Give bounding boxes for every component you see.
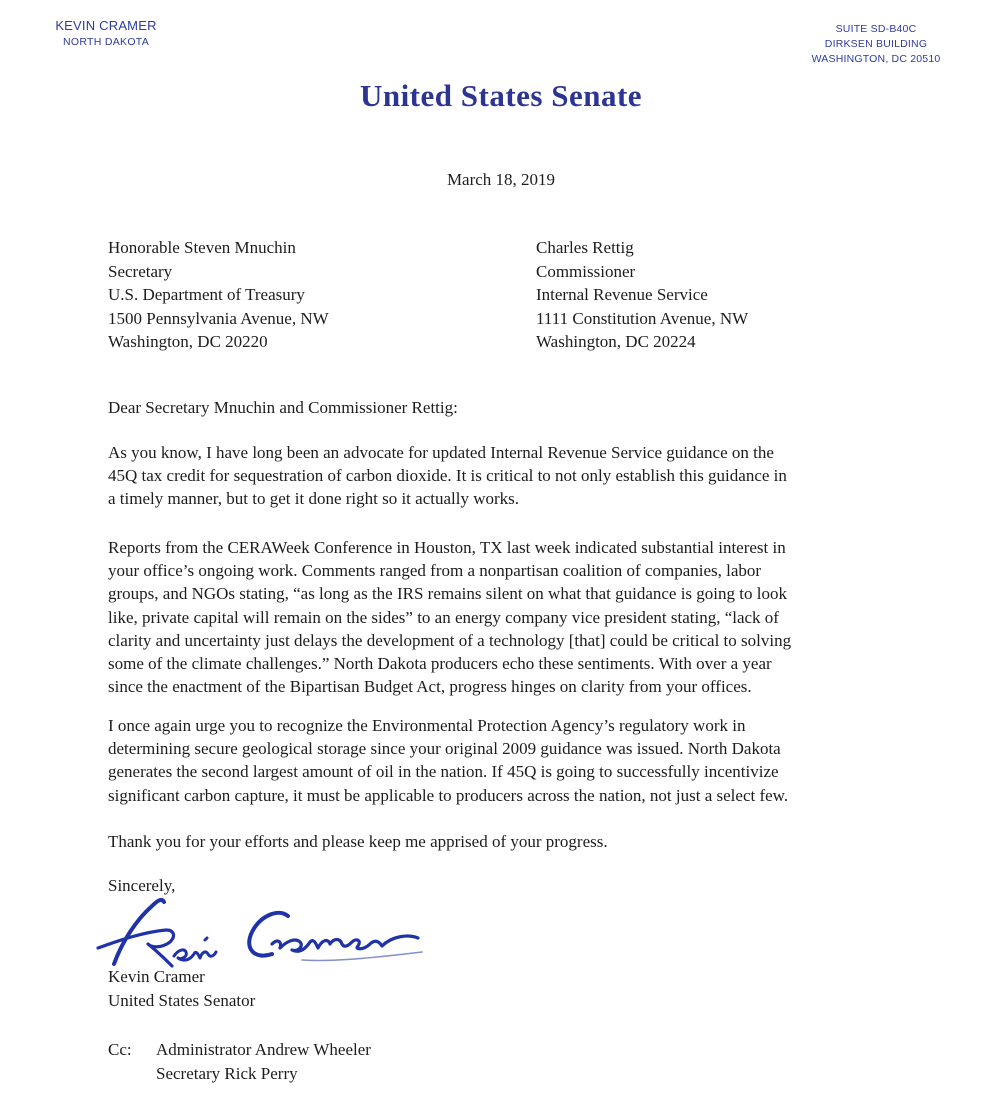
- cc-row: [108, 1038, 371, 1062]
- paragraph-line: significant carbon capture, it must be applicable to producers across the nation, not just a select few.: [108, 785, 789, 805]
- cc-recipient: Secretary Rick Perry: [156, 1063, 298, 1083]
- closing: Sincerely,: [108, 876, 176, 895]
- letterhead-state: NORTH DAKOTA: [62, 36, 150, 48]
- signer-name: Kevin Cramer: [108, 967, 205, 986]
- letterhead-office-address: [786, 22, 966, 67]
- cc-block: [108, 1038, 371, 1085]
- paragraph-line: a timely manner, but to get it done right so it actually works.: [108, 489, 520, 509]
- signer-title: United States Senator: [108, 990, 256, 1010]
- paragraph-line: determining secure geological storage since your original 2009 guidance was issued. North Dakota: [108, 739, 781, 759]
- address-line: Commissioner: [536, 261, 636, 281]
- paragraph-line: some of the climate challenges.” North Dakota producers echo these sentiments. With over a year: [108, 654, 772, 674]
- address-line: Internal Revenue Service: [536, 285, 708, 304]
- paragraph-line: since the enactment of the Bipartisan Budget Act, progress hinges on clarity from your offices.: [108, 677, 752, 697]
- body-paragraph: [108, 441, 898, 511]
- salutation: Dear Secretary Mnuchin and Commissioner Rettig:: [108, 398, 458, 417]
- address-line: Charles Rettig: [536, 238, 634, 257]
- letterhead-senator-name: KEVIN CRAMER: [55, 18, 157, 33]
- body-paragraph: [108, 830, 898, 853]
- letterhead-address-line: WASHINGTON, DC 20510: [811, 53, 941, 65]
- paragraph-line: Thank you for your efforts and please keep me apprised of your progress.: [108, 832, 608, 851]
- cc-recipient: Administrator Andrew Wheeler: [156, 1040, 371, 1059]
- paragraph-line: 45Q tax credit for sequestration of carbon dioxide. It is critical to not only establish this guidance in: [108, 466, 787, 486]
- address-line: Washington, DC 20220: [108, 332, 268, 351]
- paragraph-line: groups, and NGOs stating, “as long as the IRS remains silent on what that guidance is going to look: [108, 584, 787, 604]
- letter-date: March 18, 2019: [446, 170, 556, 189]
- paragraph-line: Reports from the CERAWeek Conference in Houston, TX last week indicated substantial interest in: [108, 538, 786, 557]
- address-line: Honorable Steven Mnuchin: [108, 238, 296, 257]
- paragraph-line: your office’s ongoing work. Comments ranged from a nonpartisan coalition of companies, labor: [108, 561, 762, 581]
- paragraph-line: As you know, I have long been an advocate for updated Internal Revenue Service guidance on the: [108, 443, 774, 462]
- letterhead-address-line: DIRKSEN BUILDING: [824, 38, 928, 50]
- paragraph-line: clarity and uncertainty just delays the development of a technology [that] could be critical to solving: [108, 630, 792, 650]
- signer-block: [108, 965, 255, 1012]
- address-line: 1111 Constitution Avenue, NW: [536, 308, 749, 328]
- recipient-address-treasury: [108, 236, 329, 354]
- paragraph-line: like, private capital will remain on the sides” to an energy company vice president stating, “lack of: [108, 607, 779, 627]
- cc-row: [108, 1062, 371, 1086]
- address-line: Washington, DC 20224: [536, 332, 696, 351]
- body-paragraph: [108, 714, 898, 807]
- address-line: 1500 Pennsylvania Avenue, NW: [108, 308, 329, 328]
- body-paragraph: [108, 536, 898, 698]
- institution-heading: United States Senate: [359, 78, 643, 113]
- address-line: U.S. Department of Treasury: [108, 285, 305, 304]
- paragraph-line: I once again urge you to recognize the Environmental Protection Agency’s regulatory work in: [108, 716, 746, 735]
- recipient-address-irs: [536, 236, 748, 354]
- address-line: Secretary: [108, 261, 173, 281]
- letterhead-left: [36, 18, 176, 50]
- cc-label: Cc:: [108, 1040, 132, 1059]
- paragraph-line: generates the second largest amount of oil in the nation. If 45Q is going to successfully incentivize: [108, 762, 779, 782]
- letterhead-address-line: SUITE SD-B40C: [835, 23, 917, 35]
